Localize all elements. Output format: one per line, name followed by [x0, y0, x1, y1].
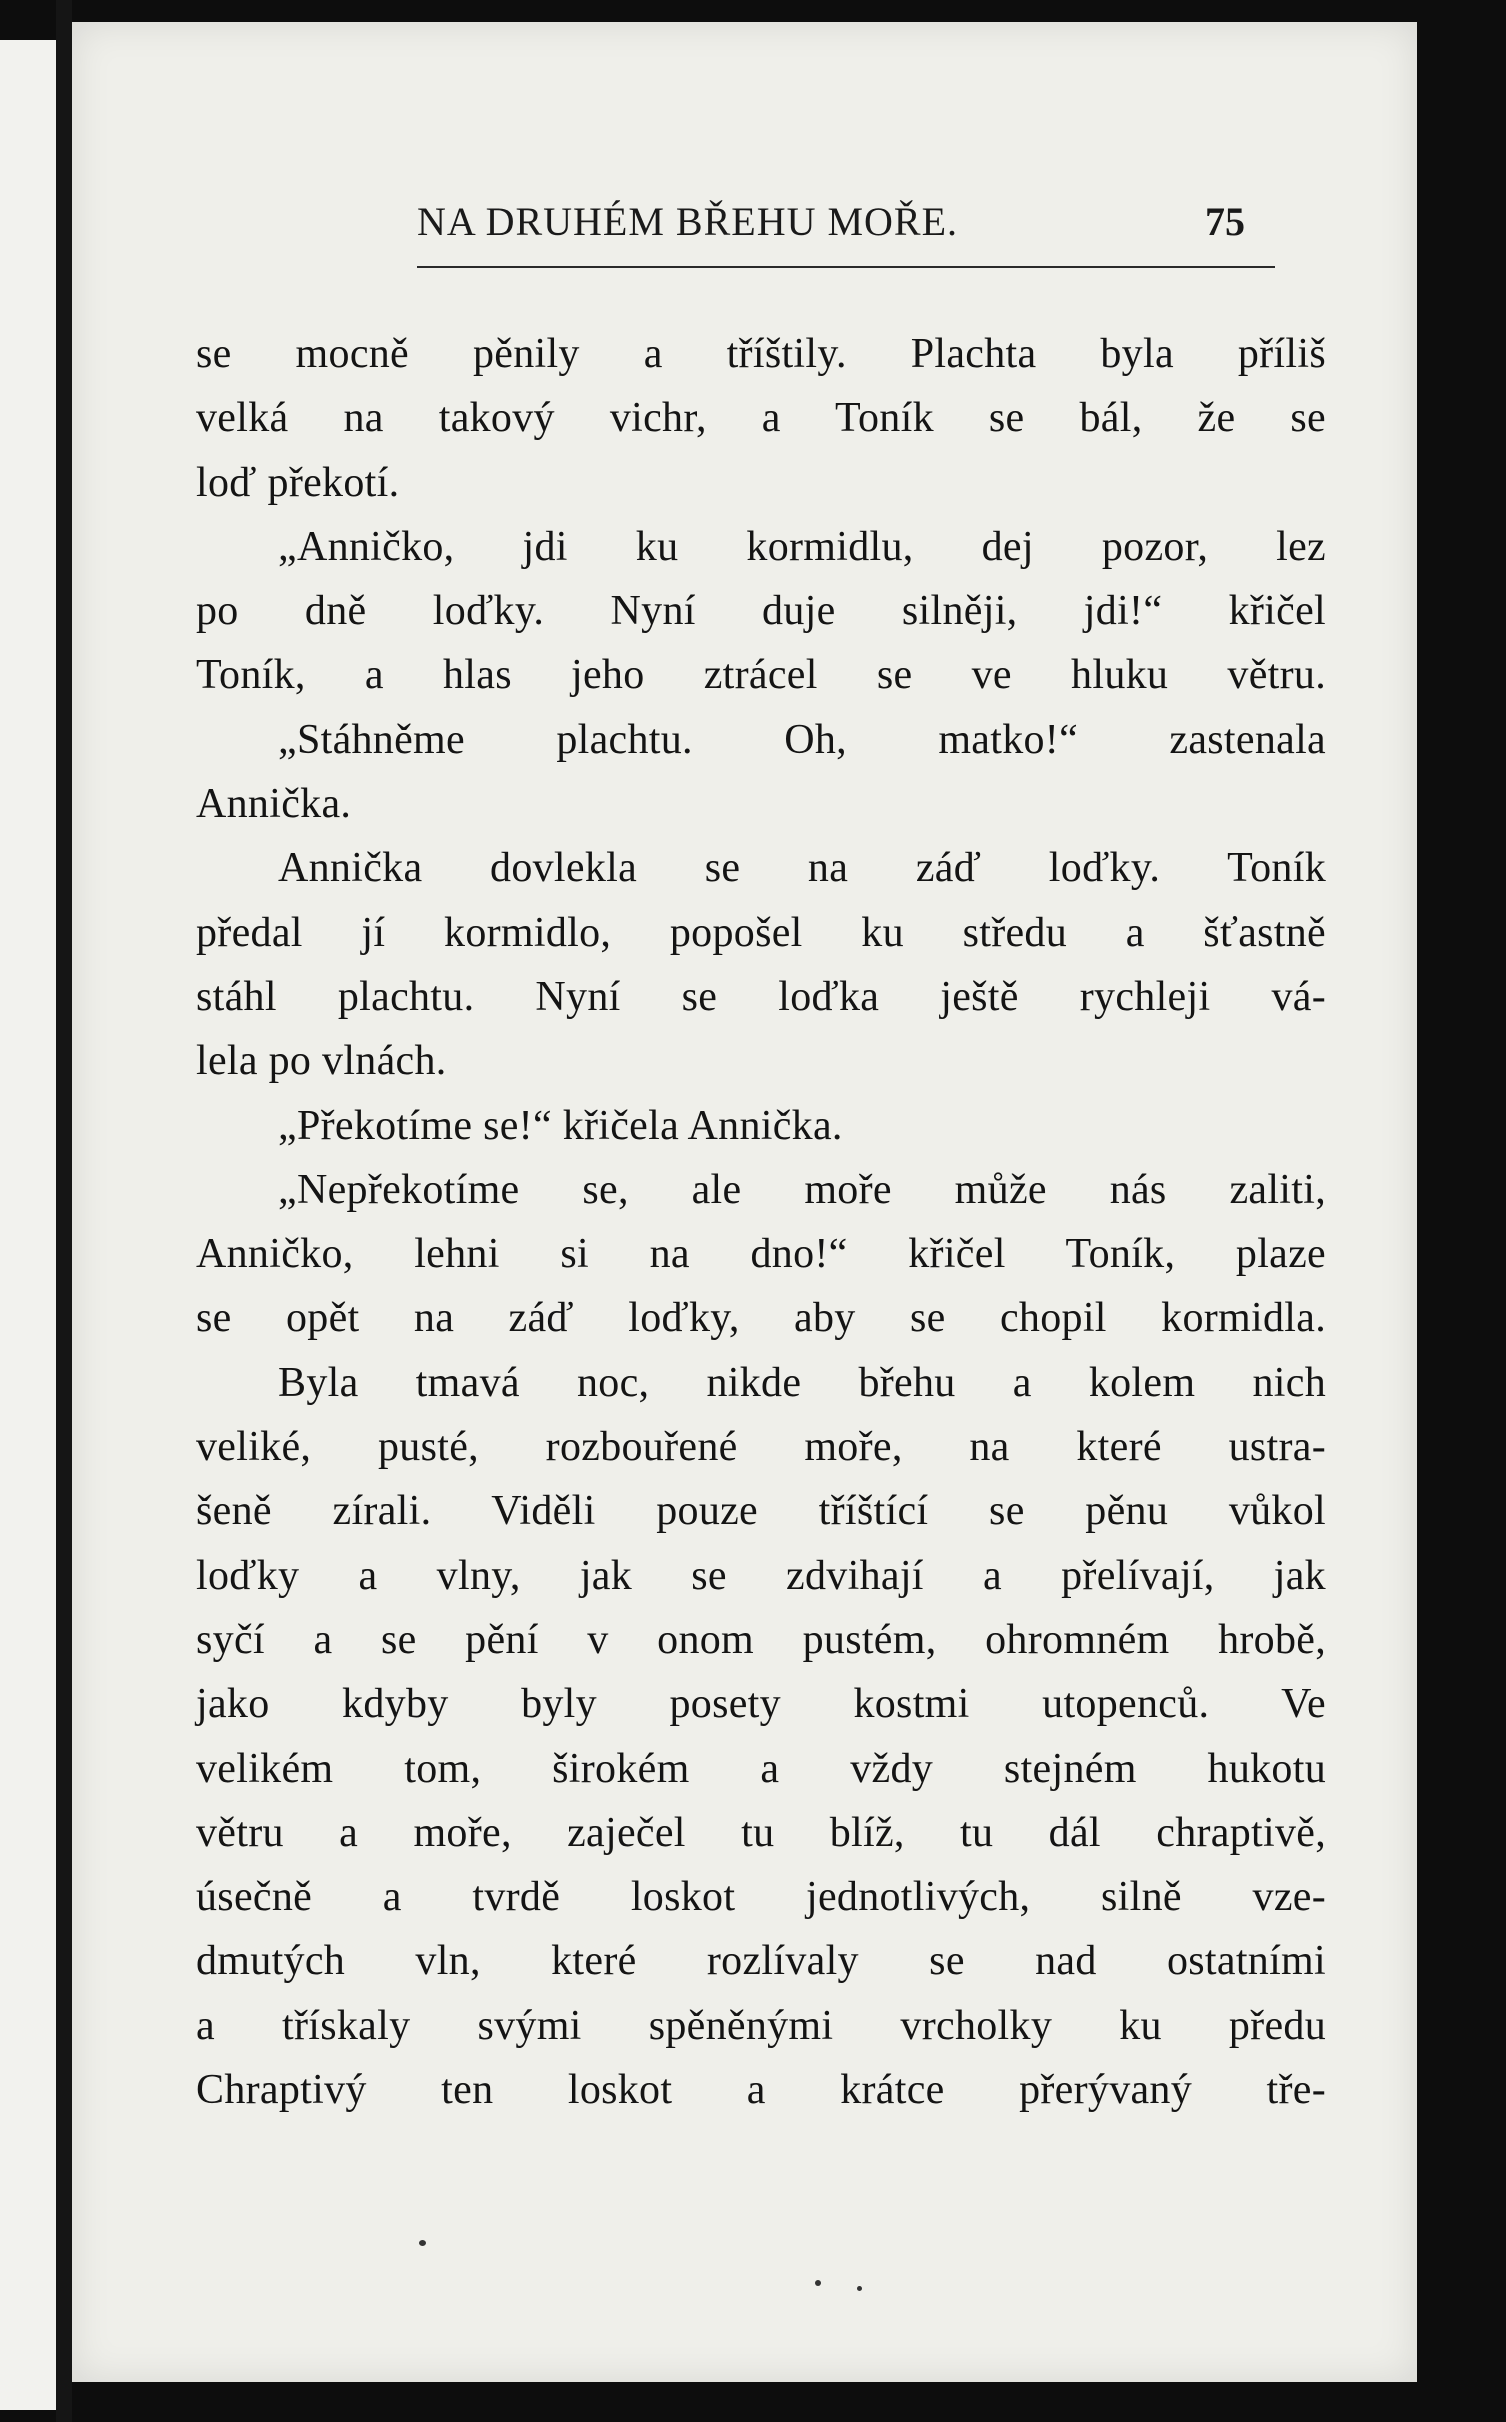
text-line: loďky a vlny, jak se zdvihají a přelívají, jak [196, 1552, 1326, 1599]
text-line: veliké, pusté, rozbouřené moře, na které ustra- [196, 1424, 1326, 1471]
text-line: loď překotí. [196, 459, 400, 506]
running-head: NA DRUHÉM BŘEHU MOŘE. [417, 199, 959, 244]
text-line: šeně zírali. Viděli pouze tříštící se pěnu vůkol [196, 1488, 1326, 1535]
text-line: „Překotíme se!“ křičela Annička. [278, 1102, 843, 1149]
text-line: Annička dovlekla se na záď loďky. Toník [278, 845, 1326, 892]
page-header [72, 198, 1417, 258]
text-line: velikém tom, širokém a vždy stejném hukotu [196, 1745, 1326, 1792]
text-line: „Stáhněme plachtu. Oh, matko!“ zastenala [278, 716, 1326, 763]
text-line: velká na takový vichr, a Toník se bál, že se [196, 395, 1326, 442]
header-rule [417, 266, 1275, 268]
text-line: Byla tmavá noc, nikde břehu a kolem nich [278, 1359, 1326, 1406]
page-number: 75 [1205, 199, 1245, 244]
text-line: předal jí kormidlo, popošel ku středu a šťastně [196, 909, 1326, 956]
text-line: a třískaly svými spěněnými vrcholky ku předu [196, 2002, 1326, 2049]
text-line: Chraptivý ten loskot a krátce přerývaný tře- [196, 2067, 1326, 2114]
text-line: syčí a se pění v onom pustém, ohromném hrobě, [196, 1616, 1326, 1663]
scan-speck [815, 2280, 821, 2286]
text-line: se mocně pěnily a tříštily. Plachta byla příliš [196, 331, 1326, 377]
text-line: stáhl plachtu. Nyní se loďka ještě rychleji vá- [196, 973, 1326, 1020]
text-line: dmutých vln, které rozlívaly se nad ostatními [196, 1938, 1326, 1985]
text-line: „Anničko, jdi ku kormidlu, dej pozor, lez [278, 523, 1326, 570]
text-line: větru a moře, zaječel tu blíž, tu dál chraptivě, [196, 1809, 1326, 1856]
text-line: se opět na záď loďky, aby se chopil kormidla. [196, 1295, 1326, 1342]
text-line: Annička. [196, 781, 352, 828]
scan-speck [857, 2286, 862, 2291]
body-text [196, 322, 1326, 2122]
text-line: po dně loďky. Nyní duje silněji, jdi!“ křičel [196, 588, 1326, 635]
text-line: „Nepřekotíme se, ale moře může nás zaliti, [278, 1166, 1326, 1213]
previous-page-edge [0, 40, 56, 2410]
text-line: úsečně a tvrdě loskot jednotlivých, silně vze- [196, 1874, 1326, 1921]
scan-speck [419, 2240, 426, 2246]
book-page [72, 22, 1417, 2382]
text-line: jako kdyby byly posety kostmi utopenců. Ve [196, 1681, 1326, 1728]
text-line: Toník, a hlas jeho ztrácel se ve hluku větru. [196, 652, 1326, 699]
text-line: lela po vlnách. [196, 1038, 447, 1085]
text-line: Anničko, lehni si na dno!“ křičel Toník, plaze [196, 1231, 1326, 1278]
book-gutter [56, 0, 72, 2422]
